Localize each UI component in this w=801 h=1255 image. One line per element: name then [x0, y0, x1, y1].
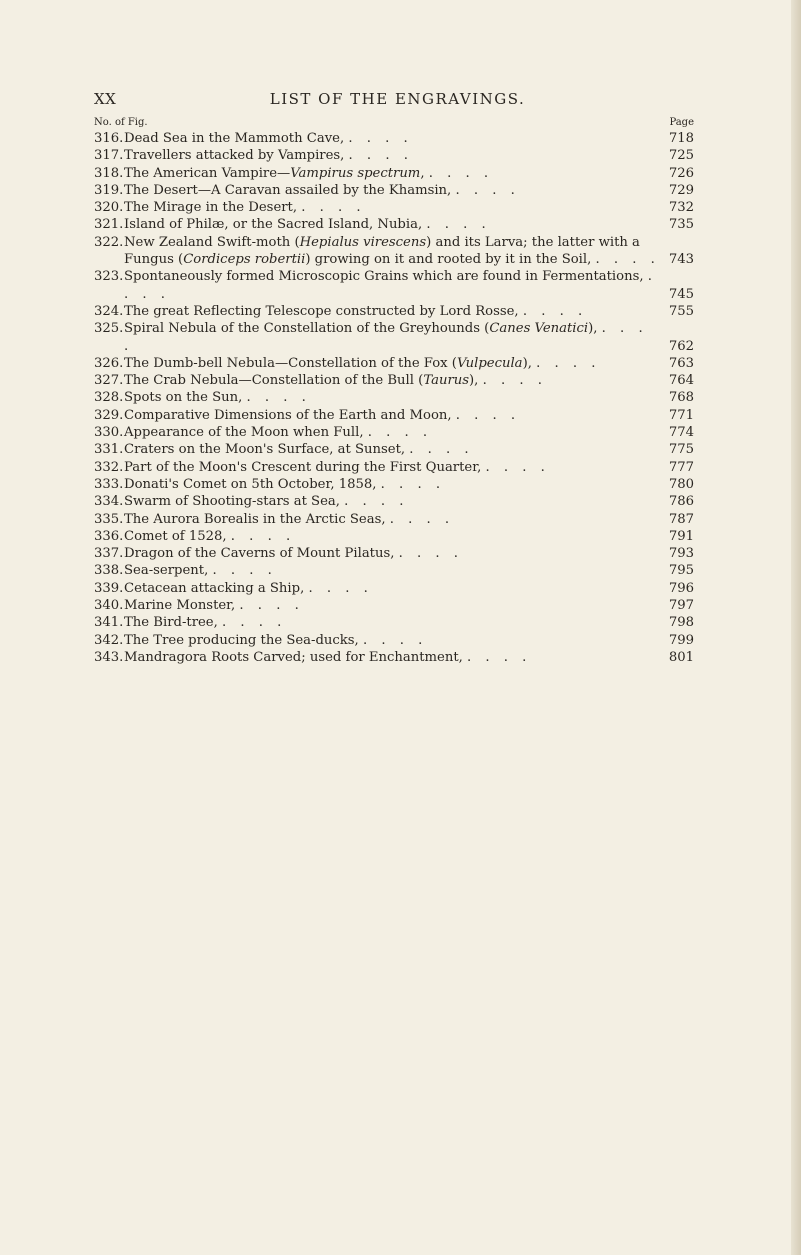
fig-caption: Appearance of the Moon when Full, . . . .	[124, 425, 433, 441]
fig-number: 327.	[94, 373, 124, 389]
fig-caption: Spontaneously formed Microscopic Grains which are found in Fermentations, . . . .	[124, 269, 657, 302]
fig-number: 341.	[94, 615, 124, 631]
running-header	[94, 90, 701, 112]
fig-number: 317.	[94, 148, 124, 164]
page-ref: 797	[668, 598, 694, 614]
fig-number: 321.	[94, 217, 124, 233]
page-ref: 732	[668, 200, 694, 216]
fig-caption: Sea-serpent, . . . .	[124, 563, 277, 579]
page-ref: 780	[668, 476, 694, 492]
fig-caption: The Desert—A Caravan assailed by the Khamsin, . . . .	[124, 182, 520, 198]
fig-caption: Part of the Moon's Crescent during the First Quarter, . . . .	[124, 459, 550, 475]
list-item	[94, 424, 694, 441]
page-ref: 763	[668, 355, 694, 371]
fig-caption: New Zealand Swift-moth (Hepialus virescens) and its Larva; the latter with a Fungus (Cordiceps robertii) growing on it and rooted by it in the Soil, . . . .	[124, 234, 660, 268]
fig-caption: Donati's Comet on 5th October, 1858, . . . .	[124, 476, 446, 492]
list-item	[94, 528, 694, 545]
fig-number: 340.	[94, 598, 124, 614]
fig-number: 331.	[94, 442, 124, 458]
fig-caption: Craters on the Moon's Surface, at Sunset, . . . .	[124, 442, 474, 458]
fig-caption: Dead Sea in the Mammoth Cave, . . . .	[124, 131, 413, 146]
fig-number: 333.	[94, 476, 124, 492]
fig-number-header: No. of Fig.	[94, 117, 148, 128]
list-item	[94, 130, 694, 147]
fig-caption: Comparative Dimensions of the Earth and Moon, . . . .	[124, 407, 521, 423]
page-ref: 774	[668, 425, 694, 441]
page-ref: 725	[668, 148, 694, 164]
fig-number: 328.	[94, 390, 124, 406]
page-ref: 791	[668, 528, 694, 544]
page-ref: 743	[668, 252, 694, 268]
page-ref: 801	[668, 649, 694, 665]
fig-number: 319.	[94, 182, 124, 198]
list-item	[94, 165, 694, 182]
page-ref: 795	[668, 563, 694, 579]
page-ref: 755	[668, 303, 694, 319]
page-ref: 777	[668, 459, 694, 475]
list-item	[94, 320, 694, 355]
list-item	[94, 476, 694, 493]
fig-number: 323.	[94, 269, 124, 285]
list-item	[94, 182, 694, 199]
fig-caption: The American Vampire—Vampirus spectrum, . . . .	[124, 165, 494, 181]
page-ref: 762	[668, 338, 694, 354]
fig-number: 330.	[94, 425, 124, 441]
list-item	[94, 511, 694, 528]
fig-number: 326.	[94, 355, 124, 371]
fig-number: 335.	[94, 511, 124, 527]
fig-number: 334.	[94, 494, 124, 510]
fig-number: 343.	[94, 649, 124, 665]
list-item	[94, 234, 694, 269]
fig-caption: Cetacean attacking a Ship, . . . .	[124, 580, 373, 596]
list-item	[94, 649, 694, 666]
list-item	[94, 268, 694, 303]
page-ref: 793	[668, 546, 694, 562]
list-item	[94, 459, 694, 476]
list-item	[94, 199, 694, 216]
engravings-list	[94, 130, 694, 666]
list-item	[94, 493, 694, 510]
page-edge	[791, 0, 801, 1255]
fig-caption: Dragon of the Caverns of Mount Pilatus, . . . .	[124, 546, 463, 562]
fig-number: 316.	[94, 131, 124, 146]
fig-number: 322.	[94, 234, 124, 250]
list-item	[94, 407, 694, 424]
fig-caption: Marine Monster, . . . .	[124, 598, 304, 614]
page-ref: 745	[668, 286, 694, 302]
fig-caption: The Bird-tree, . . . .	[124, 615, 287, 631]
fig-number: 339.	[94, 580, 124, 596]
list-item	[94, 303, 694, 320]
page-ref: 787	[668, 511, 694, 527]
list-item	[94, 216, 694, 233]
fig-caption: Island of Philæ, or the Sacred Island, Nubia, . . . .	[124, 217, 491, 233]
fig-number: 337.	[94, 546, 124, 562]
fig-number: 318.	[94, 165, 124, 181]
fig-caption: Travellers attacked by Vampires, . . . .	[124, 148, 413, 164]
fig-caption: The Mirage in the Desert, . . . .	[124, 200, 366, 216]
fig-number: 342.	[94, 632, 124, 648]
fig-caption: The Dumb-bell Nebula—Constellation of the Fox (Vulpecula), . . . .	[124, 355, 601, 371]
list-item	[94, 580, 694, 597]
list-item	[94, 372, 694, 389]
page-ref: 796	[668, 580, 694, 596]
list-item	[94, 632, 694, 649]
page-ref: 775	[668, 442, 694, 458]
fig-caption: The Tree producing the Sea-ducks, . . . .	[124, 632, 428, 648]
fig-caption: The great Reflecting Telescope constructed by Lord Rosse, . . . .	[124, 303, 588, 319]
fig-caption: Spiral Nebula of the Constellation of the Greyhounds (Canes Venatici), . . . .	[124, 321, 648, 354]
fig-caption: Mandragora Roots Carved; used for Enchantment, . . . .	[124, 649, 532, 665]
page-ref: 764	[668, 373, 694, 389]
list-item	[94, 545, 694, 562]
fig-number: 320.	[94, 200, 124, 216]
page-header: Page	[669, 117, 694, 128]
column-headers	[94, 117, 694, 131]
fig-number: 325.	[94, 321, 124, 337]
fig-caption: Spots on the Sun, . . . .	[124, 390, 311, 406]
page-title: LIST OF THE ENGRAVINGS.	[269, 90, 526, 108]
fig-number: 338.	[94, 563, 124, 579]
fig-number: 336.	[94, 528, 124, 544]
fig-number: 329.	[94, 407, 124, 423]
page-ref: 718	[668, 131, 694, 146]
fig-caption: The Aurora Borealis in the Arctic Seas, . . . .	[124, 511, 455, 527]
list-item	[94, 597, 694, 614]
fig-caption: Swarm of Shooting-stars at Sea, . . . .	[124, 494, 409, 510]
page-ref: 726	[668, 165, 694, 181]
page-ref: 786	[668, 494, 694, 510]
list-item	[94, 441, 694, 458]
list-item	[94, 389, 694, 406]
list-item	[94, 147, 694, 164]
list-item	[94, 614, 694, 631]
page-number: XX	[94, 90, 117, 108]
list-item	[94, 562, 694, 579]
page-ref: 799	[668, 632, 694, 648]
fig-caption: The Crab Nebula—Constellation of the Bull (Taurus), . . . .	[124, 373, 547, 389]
page-ref: 729	[668, 182, 694, 198]
list-item	[94, 355, 694, 372]
fig-caption: Comet of 1528, . . . .	[124, 528, 296, 544]
page-ref: 798	[668, 615, 694, 631]
fig-number: 324.	[94, 303, 124, 319]
fig-number: 332.	[94, 459, 124, 475]
page-ref: 768	[668, 390, 694, 406]
page-ref: 771	[668, 407, 694, 423]
page-ref: 735	[668, 217, 694, 233]
